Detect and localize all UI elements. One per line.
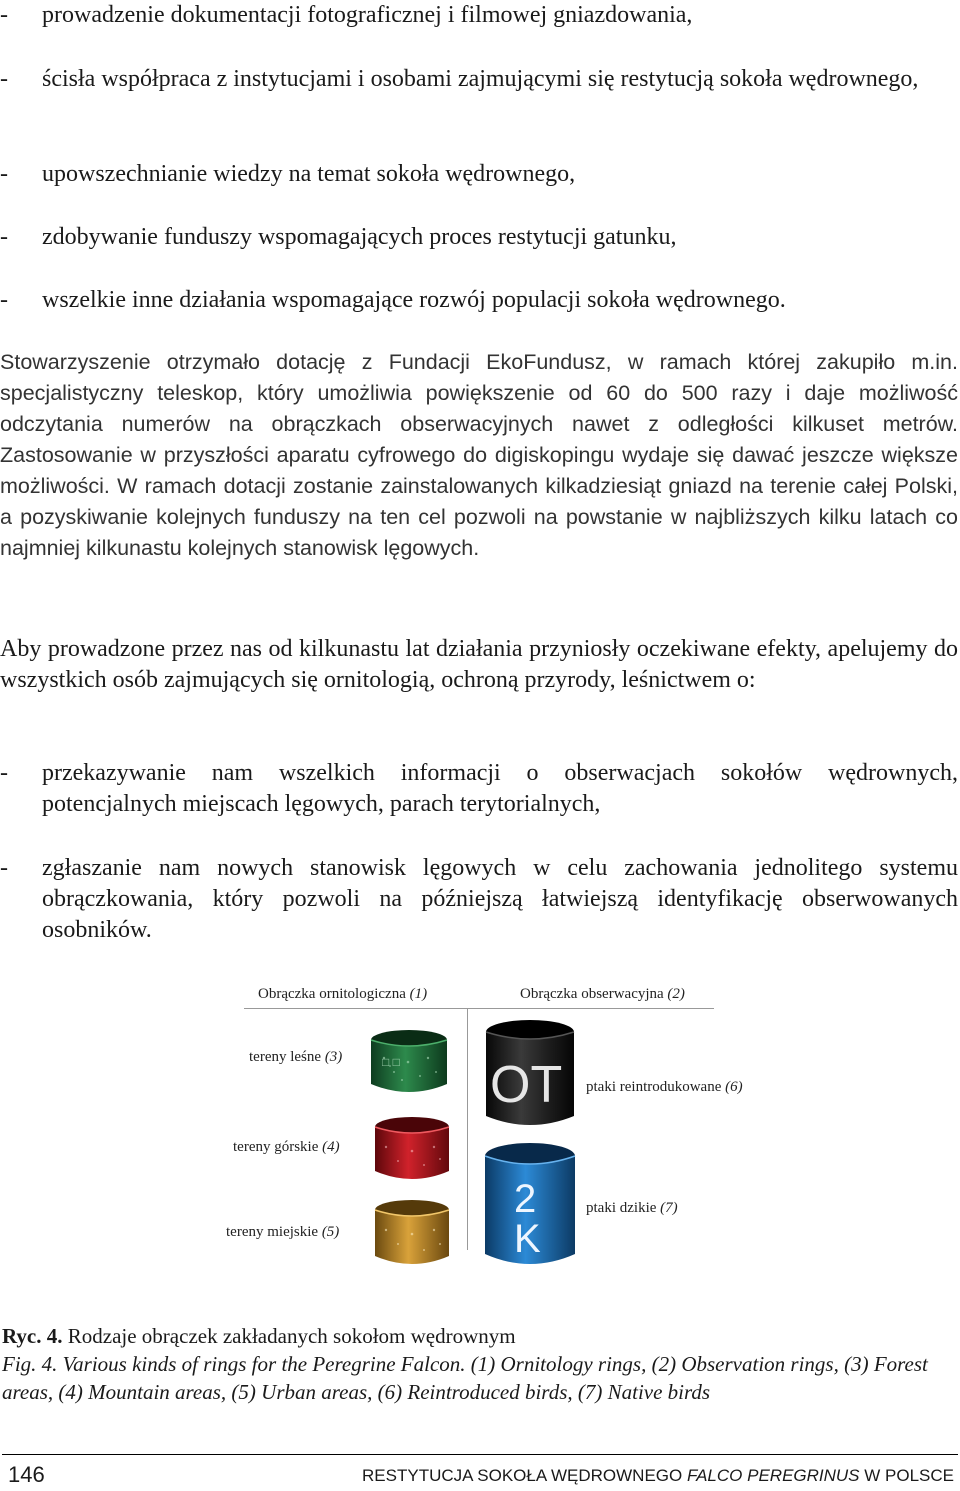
label-number: (2) [667, 986, 685, 1002]
figure-horizontal-rule [244, 1008, 714, 1009]
bullet-dash: - [0, 2, 8, 28]
label-text: ptaki reintrodukowane [586, 1079, 722, 1095]
running-title [362, 1466, 954, 1486]
label-mountain [233, 1139, 340, 1156]
running-title-italic: FALCO PEREGRINUS [686, 1466, 860, 1485]
figure-caption-english: Fig. 4. Various kinds of rings for the Peregrine Falcon. (1) Ornitology rings, (2) Observation rings, (3) Forest areas, (4) Mountain areas, (5) Urban areas, (6) Reintroduced birds, (7) Native birds [2, 1352, 928, 1404]
list-item-text: wszelkie inne działania wspomagające rozwój populacji sokoła wędrownego. [42, 287, 786, 313]
bullet-dash: - [0, 66, 8, 92]
running-title-pre: RESTYTUCJA SOKOŁA WĘDROWNEGO [362, 1466, 687, 1485]
label-number: (7) [660, 1200, 678, 1216]
label-text: ptaki dzikie [586, 1200, 657, 1216]
list-item-text: zgłaszanie nam nowych stanowisk lęgowych w celu zachowania jednolitego systemu obrączkowania, który pozwoli na późniejszą łatwiejszą identyfikację obserwowanych osobników. [42, 855, 958, 943]
bullet-dash: - [0, 224, 8, 250]
bullet-dash: - [0, 161, 8, 187]
figure-vertical-rule [467, 1008, 468, 1250]
list-item-text: prowadzenie dokumentacji fotograficznej i filmowej gniazdowania, [42, 2, 693, 28]
bullet-dash: - [0, 760, 8, 786]
caption-text: Rodzaje obrączek zakładanych sokołom wędrownym [62, 1324, 516, 1348]
label-wild [586, 1200, 678, 1217]
label-number: (6) [725, 1079, 743, 1095]
label-number: (3) [324, 1049, 343, 1065]
page-number: 146 [8, 1462, 45, 1487]
list-item [0, 159, 958, 190]
list-item-text: ścisła współpraca z instytucjami i osobami zajmującymi się restytucją sokoła wędrownego, [42, 66, 919, 92]
ring-code-text: OT [490, 1056, 563, 1114]
label-text: Obrączka obserwacyjna [520, 986, 664, 1002]
label-number: (5) [321, 1224, 340, 1240]
list-item [0, 285, 958, 316]
bullet-dash: - [0, 287, 8, 313]
ring-green-forest [364, 1028, 454, 1100]
running-title-post: W POLSCE [859, 1466, 954, 1485]
paragraph-funding: Stowarzyszenie otrzymało dotację z Fundacji EkoFundusz, w ramach której zakupiło m.in. specjalistyczny teleskop, który umożliwia powiększenie od 60 do 500 razy i daje możliwość odczytania numerów na obrączkach obserwacyjnych nawet z odległości kilkuset metrów. Zastosowanie w przyszłości aparatu cyfrowego do digiskopingu wydaje się dawać jeszcze większe możliwości. W ramach dotacji zostanie zainstalowanych kilkadziesiąt gniazd na terenie całej Polski, a pozyskiwanie kolejnych funduszy na ten cel pozwoli na powstanie w najbliższych kilku latach co najmniej kilkunastu kolejnych stanowisk lęgowych. [0, 350, 958, 560]
label-number: (4) [322, 1139, 340, 1155]
footer-rule [2, 1454, 958, 1455]
label-text: Obrączka ornitologiczna [258, 986, 406, 1002]
ring-gold-urban [368, 1198, 456, 1272]
list-item-text: przekazywanie nam wszelkich informacji o obserwacjach sokołów wędrownych, potencjalnych miejscach lęgowych, parach terytorialnych, [42, 760, 958, 817]
label-text: tereny miejskie [226, 1224, 319, 1240]
list-item-text: upowszechnianie wiedzy na temat sokoła wędrownego, [42, 161, 576, 187]
column-label-observation [520, 986, 685, 1003]
label-text: tereny górskie [233, 1139, 319, 1155]
label-reintroduced [586, 1079, 743, 1096]
label-text: tereny leśne [249, 1049, 322, 1065]
column-label-ornithological [258, 986, 427, 1003]
ring-code-top: 2 [514, 1177, 537, 1221]
label-forest [249, 1049, 342, 1066]
list-item-text: zdobywanie funduszy wspomagających proces restytucji gatunku, [42, 224, 677, 250]
label-number: (1) [409, 986, 428, 1002]
svg-text:□ □: □ □ [382, 1055, 400, 1069]
list-item [0, 222, 958, 253]
bullet-dash: - [0, 855, 8, 881]
caption-prefix: Ryc. 4. [2, 1324, 63, 1348]
list-item [0, 758, 958, 820]
figure-caption-polish [2, 1322, 516, 1350]
label-urban [226, 1224, 339, 1241]
ring-black-reintroduced [480, 1018, 580, 1134]
list-item [0, 0, 958, 31]
ring-blue-wild [478, 1140, 582, 1274]
list-item [0, 853, 958, 946]
list-item [0, 64, 958, 95]
paragraph-appeal: Aby prowadzone przez nas od kilkunastu lat działania przyniosły oczekiwane efekty, apelujemy do wszystkich osób zajmujących się ornitologią, ochroną przyrody, leśnictwem o: [0, 636, 958, 693]
ring-code-bottom: K [514, 1217, 541, 1261]
ring-red-mountain [368, 1115, 456, 1187]
